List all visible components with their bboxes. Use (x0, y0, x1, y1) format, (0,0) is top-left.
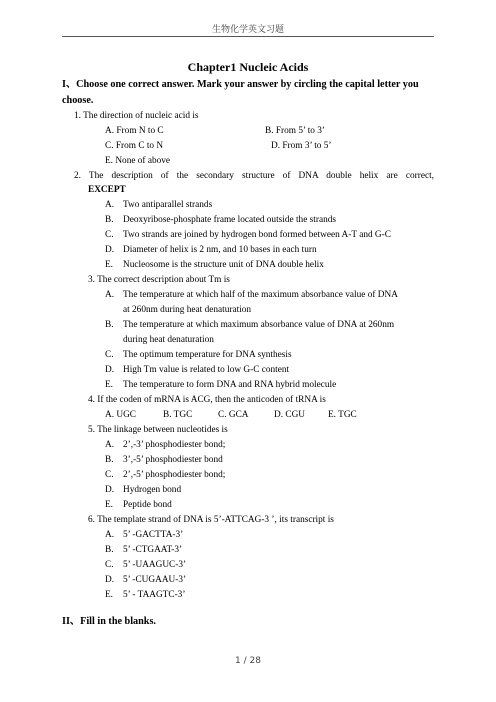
chapter-title: Chapter1 Nucleic Acids (187, 60, 309, 74)
question-2: 2. The description of the secondary structure of DNA double helix are correct, (74, 171, 434, 181)
section-2-heading: II、Fill in the blanks. (62, 616, 156, 627)
question-6: 6. The template strand of DNA is 5’-ATTCAG-3 ’, its transcript is (88, 515, 334, 525)
section-1-heading: I、Choose one correct answer. Mark your answer by circling the capital letter you choose. (62, 79, 419, 106)
q4-option-c: C. GCA (218, 410, 249, 420)
page-number: 1 / 28 (235, 656, 261, 666)
question-1: 1. The direction of nucleic acid is (74, 111, 199, 121)
document-page: 生物化学英文习题 Chapter1 Nucleic Acids I、Choose one correct answer. Mark your answer by circling the capital letter you choose. 1. The direction of nucleic acid is A. From N to C B. From 5’ to 3’ C. From C to N D. From 3’ to 5’ E. None of above 2. The description of the secondary structure of DNA double helix are correct, EXCEPT A. Two antiparallel strands B. Deoxyribose-phosphate frame located outside the strands C. Two strands are joined by hydrogen bond formed between A-T and G-C D. Diameter of helix is 2 nm, and 10 bases in each turn E. Nucleosome is the structure unit of DNA double helix 3. The correct description about Tm is A. The temperature at which half of the maximum absorbance value of DNA at 260nm during heat denaturation B. The temperature at which maximum absorbance value of DNA at 260nm during heat denaturation C. The optimum temperature for DNA synthesis D. High Tm value is related to low G-C content E. The temperature to form DNA and RNA hybrid molecule 4. If the coden of mRNA is ACG, then the anticoden of tRNA is A. UGC B. TGC C. GCA D. CGU E. TGC 5. The linkage between nucleotides is A. 2’,-3’ phosphodiester bond; B. 3’,-5’ phosphodiester bond C. 2’,-5’ phosphodiester bond; D. Hydrogen bond E. Peptide bond 6. The template strand of DNA is 5’-ATTCAG-3 ’, its transcript is A. 5’ -GACTTA-3’ B. 5’ -CTGAAT-3’ C. 5’ -UAAGUC-3’ D. 5’ -CUGAAU-3’ E. 5’ - TAAGTC-3’ II、Fill in the blanks. 1 / 28 (0, 0, 496, 702)
question-2-except: EXCEPT (88, 185, 126, 195)
q3-option-a-cont: at 260nm during heat denaturation (123, 305, 252, 315)
q4-option-e: E. TGC (328, 410, 357, 420)
q1-option-d: D. From 3’ to 5’ (271, 141, 332, 151)
q4-option-d: D. CGU (274, 410, 305, 420)
question-5: 5. The linkage between nucleotides is (88, 425, 228, 435)
q1-option-b: B. From 5’ to 3’ (265, 126, 325, 136)
q4-option-b: B. TGC (163, 410, 193, 420)
page-header: 生物化学英文习题 (211, 25, 284, 35)
header-rule (62, 36, 434, 37)
q1-option-e: E. None of above (105, 156, 171, 166)
question-3: 3. The correct description about Tm is (88, 275, 230, 285)
q1-option-c: C. From C to N (105, 141, 164, 151)
q1-option-a: A. From N to C (105, 126, 164, 136)
q3-option-b-cont: during heat denaturation (123, 335, 214, 345)
question-4: 4. If the coden of mRNA is ACG, then the anticoden of tRNA is (88, 395, 326, 405)
q4-option-a: A. UGC (105, 410, 136, 420)
